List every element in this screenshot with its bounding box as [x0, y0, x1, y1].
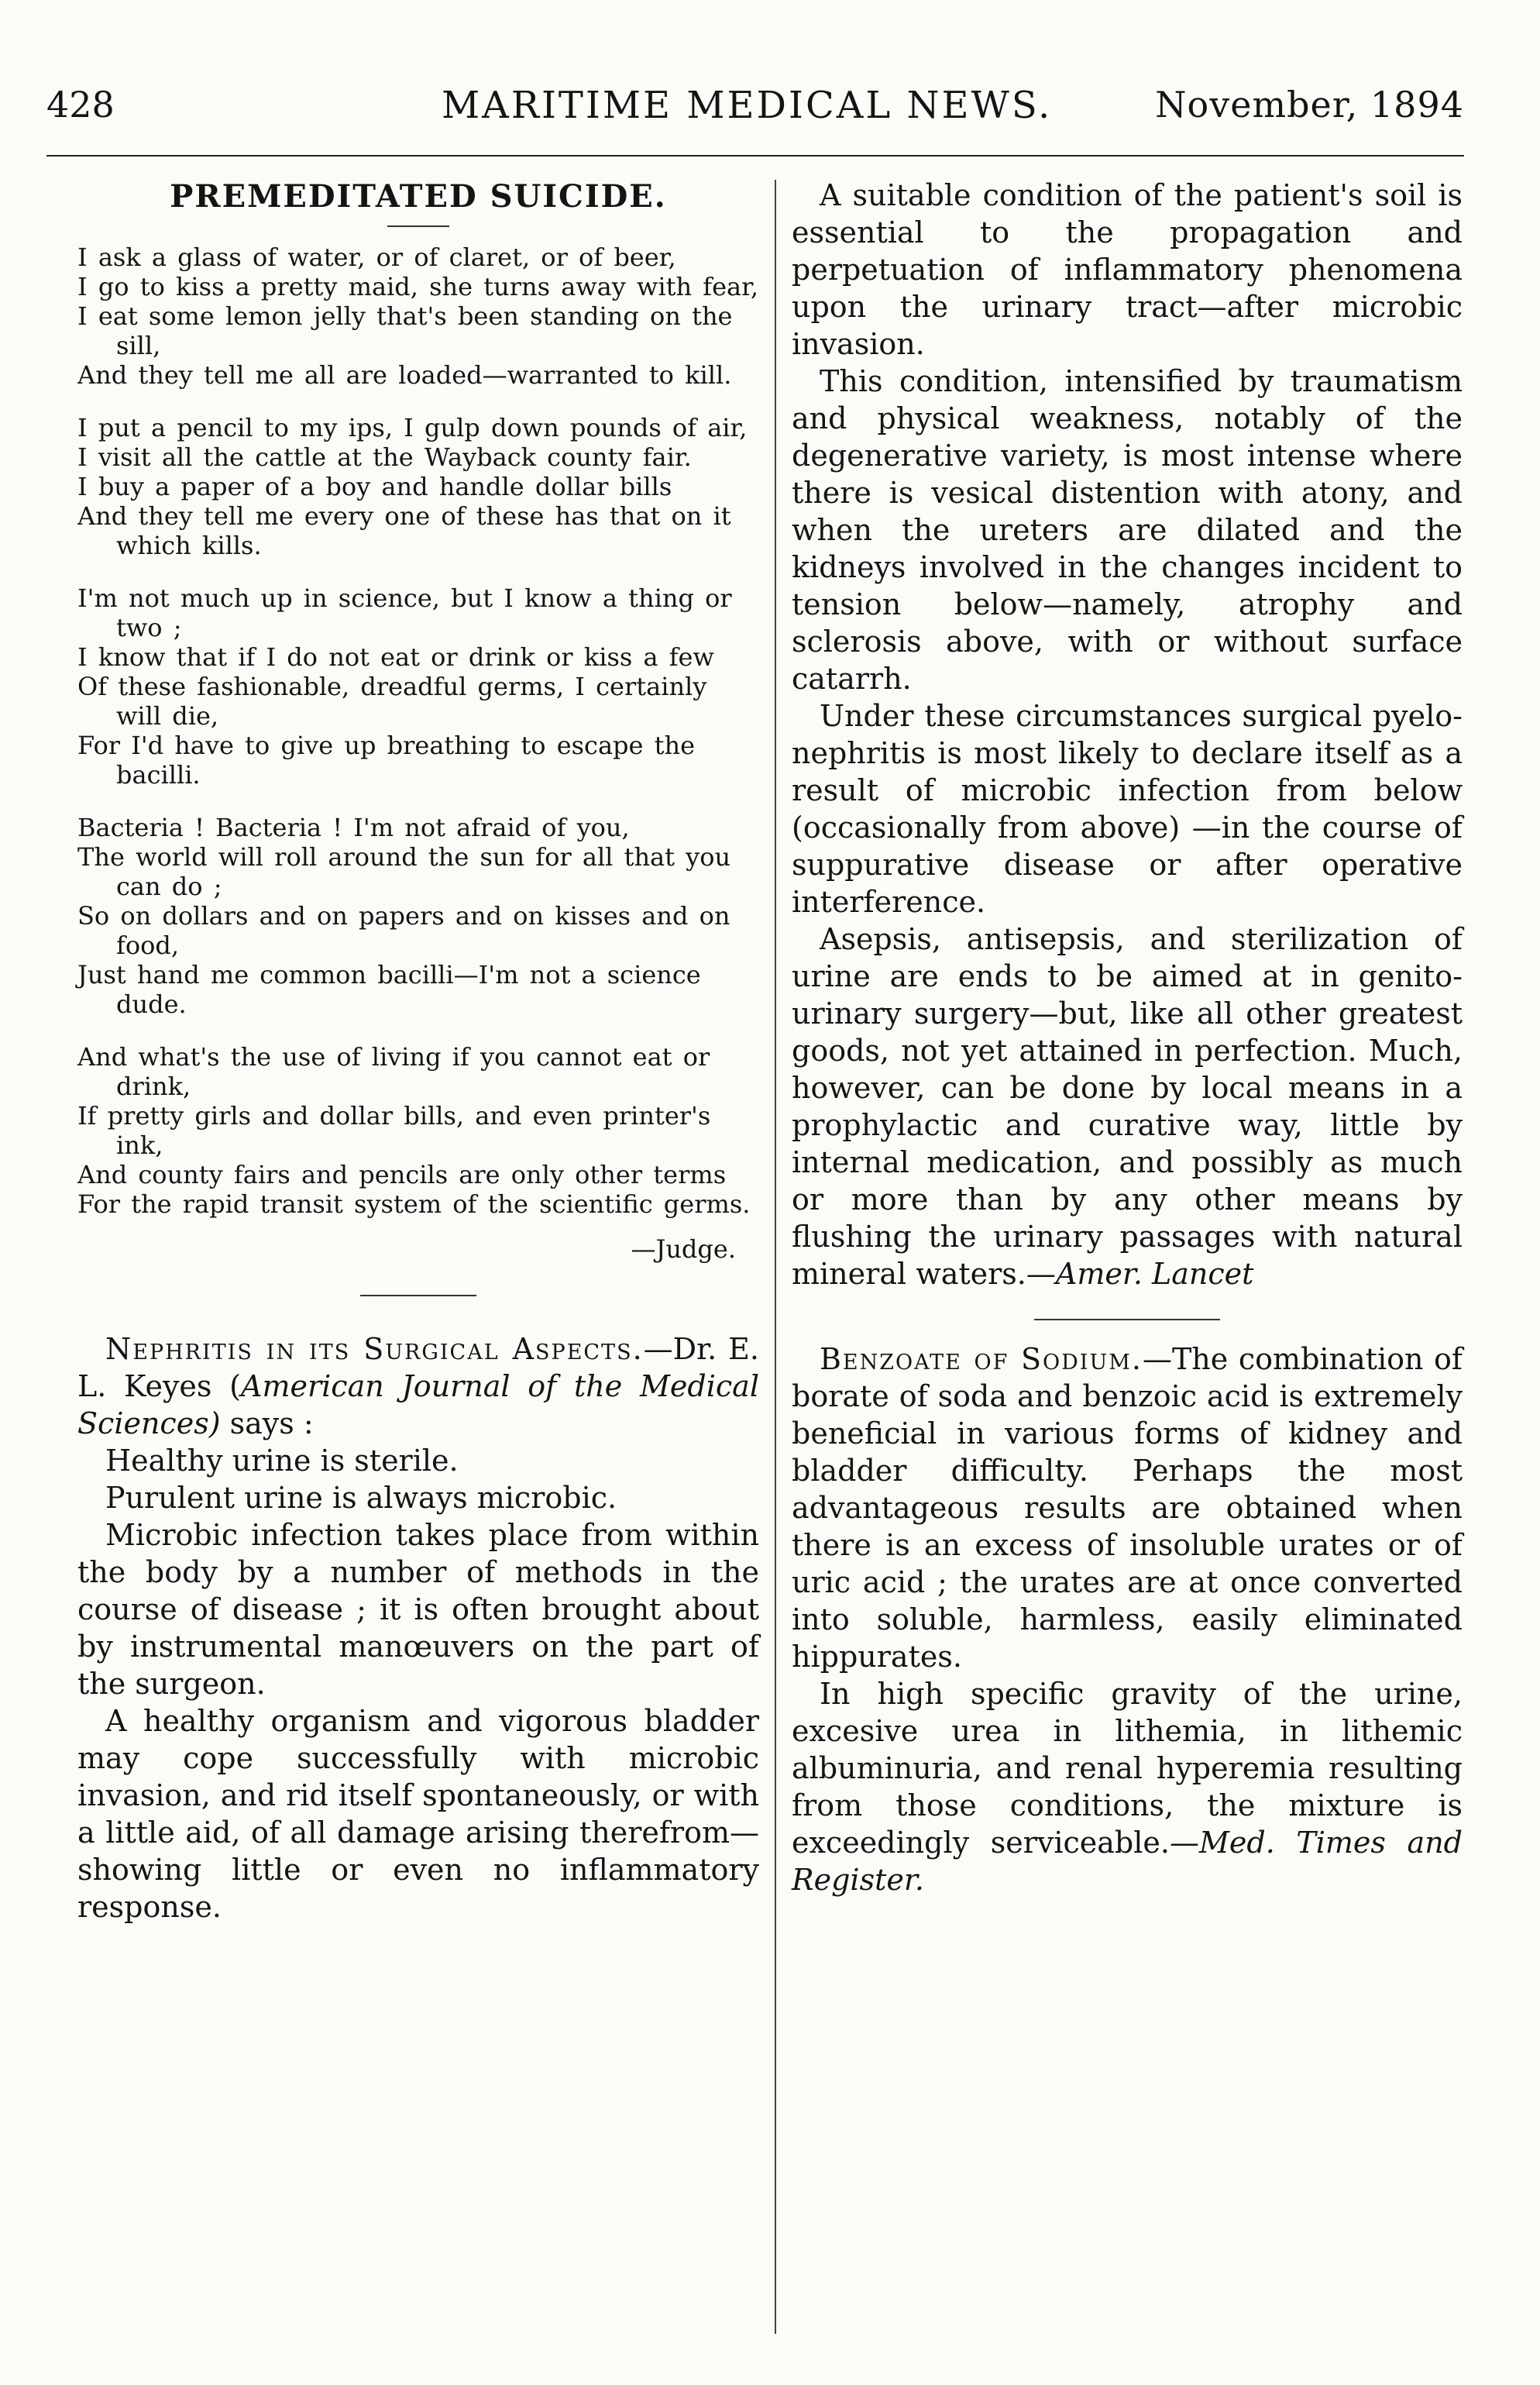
- poem-line: For the rapid transit system of the scientific germs.: [77, 1189, 751, 1219]
- header-rule: [46, 155, 1464, 157]
- benzoate-paragraph: [792, 1675, 1463, 1898]
- nephritis-paragraph: Under these circumstances surgical pyelo-nephritis is most likely to declare itself as a result of microbic infection from below (occasionally from above) —in the course of suppurative disease or after operative interference.: [792, 699, 1463, 919]
- poem-line: If pretty girls and dollar bills, and even printer's ink,: [77, 1101, 711, 1160]
- poem-byline: —Judge.: [631, 1234, 736, 1264]
- poem-line: And county fairs and pencils are only other terms: [77, 1160, 727, 1189]
- journal-title: MARITIME MEDICAL NEWS.: [442, 84, 1053, 127]
- poem-title: PREMEDITATED SUICIDE.: [170, 178, 667, 215]
- nephritis-says: says :: [220, 1406, 314, 1440]
- nephritis-last-paragraph: [792, 921, 1463, 1292]
- title-rule: [387, 225, 449, 227]
- poem-line: I eat some lemon jelly that's been standing on the sill,: [77, 301, 733, 360]
- poem-line: I ask a glass of water, or of claret, or of beer,: [77, 243, 676, 272]
- poem-line: And they tell me all are loaded—warranted to kill.: [77, 360, 732, 390]
- nephritis-paragraph: Healthy urine is sterile.: [105, 1444, 459, 1478]
- column-divider: [775, 180, 776, 2334]
- poem-line: Of these fashionable, dreadful germs, I certainly will die,: [77, 672, 707, 731]
- poem-line: Just hand me common bacilli—I'm not a science dude.: [77, 960, 701, 1019]
- section-rule: [1034, 1319, 1220, 1320]
- section-rule: [360, 1295, 476, 1296]
- benzoate-paragraph: [792, 1340, 1463, 1675]
- poem-stanza: [77, 413, 759, 560]
- poem-line: I buy a paper of a boy and handle dollar bills: [77, 472, 672, 501]
- poem-stanza: [77, 583, 759, 790]
- issue-date: November, 1894: [1155, 84, 1464, 126]
- poem-line: I go to kiss a pretty maid, she turns away with fear,: [77, 272, 759, 301]
- left-column: [77, 178, 759, 1926]
- benzoate-heading: Benzoate of Sodium.: [820, 1342, 1143, 1376]
- poem-stanza: [77, 1042, 759, 1219]
- nephritis-journal: American Journal of the Medical Sciences): [77, 1369, 759, 1440]
- nephritis-paragraph: This condition, intensified by traumatism and physical weakness, notably of the degenerative variety, is most intense where there is vesical distention with atony, and when the ureters are dilated and the kidneys involved in the changes incident to tension below—namely, atrophy and sclerosis above, with or without surface catarrh.: [792, 364, 1463, 696]
- page-header: [46, 84, 1464, 146]
- poem-line: I visit all the cattle at the Wayback county fair.: [77, 442, 692, 472]
- poem-stanza: [77, 243, 759, 390]
- poem-line: And what's the use of living if you cannot eat or drink,: [77, 1042, 710, 1101]
- poem-line: I know that if I do not eat or drink or kiss a few: [77, 642, 714, 672]
- poem-line: So on dollars and on papers and on kisses and on food,: [77, 901, 730, 960]
- nephritis-paragraph-text: Asepsis, antisepsis, and sterilization of urine are ends to be aimed at in genito-urinary surgery—but, like all other greatest goods, not yet attained in perfection. Much, however, can be done by local means in a prophylactic and curative way, little by internal medication, and possibly as much or more than by any other means by flushing the urinary passages with natural mineral waters.: [792, 922, 1463, 1291]
- poem-body: [77, 243, 759, 1219]
- nephritis-heading: Nephritis in its Surgical Aspects.: [105, 1332, 644, 1366]
- benzoate-text: —The combination of borate of soda and benzoic acid is extremely beneficial in various forms of kidney and bladder difficulty. Perhaps the most advantageous results are obtained when there is an excess of insoluble urates or of uric acid ; the urates are at once converted into soluble, harmless, easily eliminated hippurates.: [792, 1342, 1463, 1674]
- poem-stanza: [77, 813, 759, 1019]
- poem-line: I'm not much up in science, but I know a thing or two ;: [77, 583, 732, 642]
- nephritis-paragraph: Microbic infection takes place from within the body by a number of methods in the course of disease ; it is often brought about by instrumental manœuvers on the part of the surgeon.: [77, 1518, 759, 1701]
- poem-line: For I'd have to give up breathing to escape the bacilli.: [77, 731, 696, 790]
- nephritis-paragraph: A healthy organism and vigorous bladder may cope successfully with microbic invasion, and rid itself spontaneously, or with a little aid, of all damage arising therefrom—showing little or even no inflammatory response.: [77, 1704, 759, 1924]
- page-number: 428: [46, 84, 115, 126]
- right-column: [792, 177, 1463, 1898]
- poem-line: Bacteria ! Bacteria ! I'm not afraid of you,: [77, 813, 630, 842]
- poem-line: And they tell me every one of these has that on it which kills.: [77, 501, 731, 560]
- nephritis-lead: [77, 1330, 759, 1442]
- benzoate-text: In high specific gravity of the urine, excesive urea in lithemia, in lithemic albuminuria, and renal hyperemia resulting from those conditions, the mixture is exceedingly serviceable.: [792, 1677, 1463, 1860]
- benzoate-source: —Med. Times and Register.: [792, 1826, 1463, 1897]
- nephritis-source: —Amer. Lancet: [1026, 1257, 1254, 1291]
- nephritis-paragraph: Purulent urine is always microbic.: [105, 1481, 617, 1515]
- nephritis-paragraph: A suitable condition of the patient's soil is essential to the propagation and perpetuation of inflammatory phenomena upon the urinary tract—after microbic invasion.: [792, 178, 1463, 361]
- nephritis-author: —Dr. E. L. Keyes (: [77, 1332, 759, 1403]
- poem-line: I put a pencil to my ips, I gulp down pounds of air,: [77, 413, 748, 442]
- poem-line: The world will roll around the sun for all that you can do ;: [77, 842, 731, 901]
